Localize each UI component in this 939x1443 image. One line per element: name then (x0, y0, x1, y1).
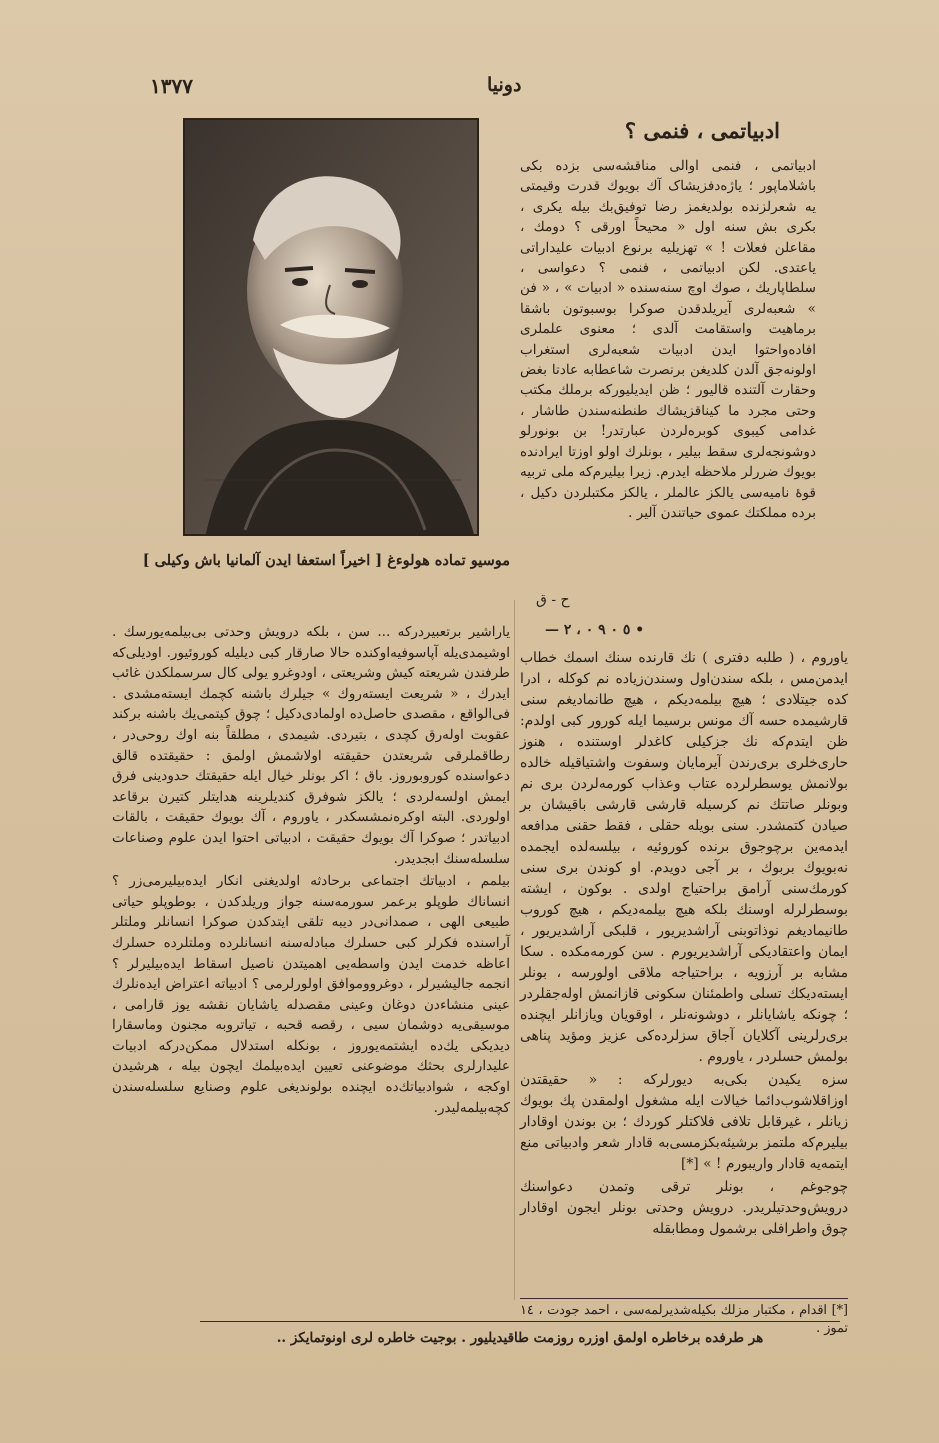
magazine-title: دونيا (487, 74, 522, 96)
footer-notice: هر طرفده برخاطره اولمق اوزره روزمت طاقیدیلیور . بوجیت خاطره لری اونوتمایکز .. (276, 1330, 764, 1346)
portrait-engraving (185, 120, 479, 536)
footer-rule (200, 1321, 840, 1322)
portrait-photo (183, 118, 479, 536)
footnote-rule (520, 1298, 848, 1299)
article-paragraph: ادبیاتمی ، فنمی اوالی مناقشه‌سی بزده بکی باشلاماپور ؛ یاژه‌دفزیشاک آك بویوك قدرت وقیمتی یه شعرلزنده بولدیغمز رضا توفیق‌بك بیله یکری ، بکری بش سنه اول « محیحاً اورقی ؟ دومك ، مقاعلن فعلات ! » تهزیلیه برنوع ادبیات علیداراتی یاعتدی. لکن ادبیاتمی ، فنمی ؟ دعواسی ، سلطاپاریك ، صوك اوچ سنه‌سنده « ادبیات » ، « فن » شعبه‌لری آیریلدقدن صوکرا بوسبوتون باشقا برماهیت واستقامت آلدی ؛ معنوی علملری افاده‌واحتوا ایدن ادبیات شعبه‌لری استغراب اولونه‌جق آلدن کلدیغن برنصرت شاعطابه عادتا بغض وحقارت آلتنده قالیور ؛ ظن ایدیلیورکه برملك مکتب وحتی مجرد ما کیناقزیشاك طنطنه‌سندن طاشار ، غدامی کیبوی کوبره‌لردن عبارتدر! بن بونورلو دوشونجه‌لری سقط بیلیر ، بونلرك اولو اوزتا ایرادنده بویوك ضررلر ملاحظه ایدرم. زیرا بیلیرم‌که ملی تربیه قوهٔ نامیه‌سی یالکز عالملر ، یالکز مکتبلردن دکیل ، برده مملکتك عموی حیاتندن آلیر . (520, 158, 816, 521)
page-number: ١٣٧٧ (150, 74, 193, 98)
footnote: [*] اقدام ، مکتبار مزلك بکیله‌شدیرلمه‌سی ، احمد جودت ، ١٤ تموز . (520, 1303, 848, 1336)
body-paragraph: بیلمم ، ادبیاتك اجتماعی برحادثه اولدیغنی انکار ایده‌بیلیرمی‌زر ؟ انساناك طوپلو برعمر سورمه‌سنه جواز وریلدکدن ، بوطوپلو حیاتی طبیعی الهی ، صمدانی‌در دیبه تلقی ایتدکدن صوکرا انسانلر وملتلر آراسنده فکرلر کبی حسلرك مبادله‌سنه انسانلرده وملتلرده حسلرك اعاظه خدمت ایدن واسطه‌یی اهمیتدن ناصیل اسقاط ایده‌بیلیرلر ؟ انجمه جالیشیرلر ، دوغرووموافق اولورلرمی ؟ ادبیاته اعتراض ایده‌نلرك عینی منشاءدن دوغان وعینی مقصدله یاشایان نقشه یوز قارامی ، موسیقی‌یه دوشمان سیی ، رقصه قحبه ، تیاتروبه مجنون وماسقارا دیدیکی یك‌ده ایشتمه‌یوروز ، بونکله استدلال ممکن‌درکه ادبیات علیدارلری بحثك موضوعنی تعیین ایده‌بیلمك ایچون بیله ، هرشیدن اوکجه ، شوادبیاتك‌ده ایچنده بولوندیغی علوم وصنایع سلسله‌سندن کچه‌بیلمه‌لیدر. (112, 873, 510, 1116)
body-paragraph: یاراشیر برتعبیردرکه ... سن ، بلکه درویش وحدتی بی‌بیلمه‌یورسك . اوشیمدی‌یله آپاسوفیه‌اوکنده حالا صارقار کبی دیلیله کوروئیور. اودیلی‌که طرفندن شریعته کیش وشریعتی ، اودوغرو یولی کال سرسملکدن غائب ایدرك ، « شریعت ایسته‌روك » جیلرك باشنه کچمك ایسته‌مشدی . فی‌الواقع ، مقصدی حاصل‌ده اولمادی‌دکیل ؛ چوق کیتمی‌یك باشنه برکند عقوبت اوله‌رق کچدی ، بتیردی. شیمدی ، مطلقاً بنه اوك روحی‌در ، رطاقملرقی شریعتدن حقیقته اولاشمش اولمق : حقیقتده قالق دعواسنده کوروبوروز. باق ؛ اکر بونلر خیال ایله حقیقتك حدودینی فرق ایمش اولسه‌لردی ؛ یالکز شوفرق کندیلرینه هدایتلر کتیرن برقاعد اولوردی. البته اوکره‌نمشسکدر ، یاوروم ، آك بویوك حقیقت ، بالقات ادبیاتدر ؛ صوکرا آك بویوك حقیقت ، ادبیاتی احتوا ایدن علوم وصناعات سلسله‌سنك ابجدیدر. (112, 624, 510, 867)
body-paragraph: سزه یکیدن بکی‌به دیورلرکه : « حقیقتدن اوزاقلاشوب‌دائما خیالات ایله مشغول اولمقدن پك بویوك زیانلر ، غیرقابل تلافی فلاکتلر کوردك ؛ بن بوندن اوقادار بیلیرم‌که ملتمز برشیئه‌بکزمسی‌به قادار شعر وادبیاتی منع ایتمه‌یه قادار واریبورم ! » [*] (520, 1072, 848, 1172)
body-paragraph: یاوروم ، ( طلبه دفتری ) نك قارنده سنك اسمك خطاب ایدمن‌مس ، بلکه سندن‌اول وسندن‌زیاده نم کوکله ، ادرا کده جیتلادی ؛ هیچ بیلمه‌دیکم ، هیچ طانمادیغم سنی قارشیمده حسه آك مونس برسیما ایله کورور کبی اولدم: ظن ایتدم‌که نك جزکیلی کاغدلر اوستنده ، هنوز حاری‌خلری بری‌رندن آیرمایان وسفوت واشتیاقیله خالده بولانمش یوسطرلرده عتاب وعذاب کورمه‌لردن بری نم وبونلر صاتتك نم کرسیله قارشی قارشی باقیشان بر صیادن کتمشدر. سنی بویله حقلی ، فقط حقنی مدافعه ایدمه‌ین برچوجوق برنده کوروئیه ، بیلسه‌لده ایجمده نه‌بویوك بربوك ، بر آجی دویدم. او کوندن بری سنی کورمك‌سنی آرامق براحتیاج اولدی . بوکون ، ایشته بوسطرلرله اوسنك بلکه هیچ بیلمه‌دیکم ، هیچ کوروب طانیمادیغم نوذاتوبنی آراشدیریور ، قلبکی آراشدیریور ، ایمان واعتقادیکی آراشدیریورم . سن کورمه‌مکده . سکا مشابه بر آرزویه ، براحتیاجه ملاقی اولورسه ، بونلر ایسته‌دیکك تسلی واطمئنان سکونی قازانمش اوله‌جقلردر ؛ چونکه یاشایانلر ، دوشونه‌نلر ، اوقویان ویازانلر ایچنده بری‌رلرینی آکلایان آجاق سزلرده‌کی عزیز ومؤید پناهی بولمش حسلردر ، یاوروم . (520, 650, 848, 1065)
left-text-column (112, 622, 510, 1120)
article-title: ادبیاتمی ، فنمی ؟ (624, 118, 780, 143)
body-paragraph: چوجوغم ، بونلر ترقی وتمدن دعواسنك درویش‌وحدتیلریدر. درویش وحدتی بونلر ایجون اوقادار چوق واطرافلی برشمول ومطابقله (520, 1179, 848, 1237)
section-separator: • ٥ ٠ ٩ ٠ ، ٢ — (545, 622, 645, 638)
right-text-column (520, 648, 848, 1242)
column-divider (514, 600, 515, 1300)
article-intro-column (520, 156, 816, 523)
portrait-caption: موسیو تماده هولوءغ [ اخیراً استعفا ایدن آلمانیا باش وکیلی ] (142, 552, 510, 569)
article-signature: ح - ق (536, 592, 570, 608)
